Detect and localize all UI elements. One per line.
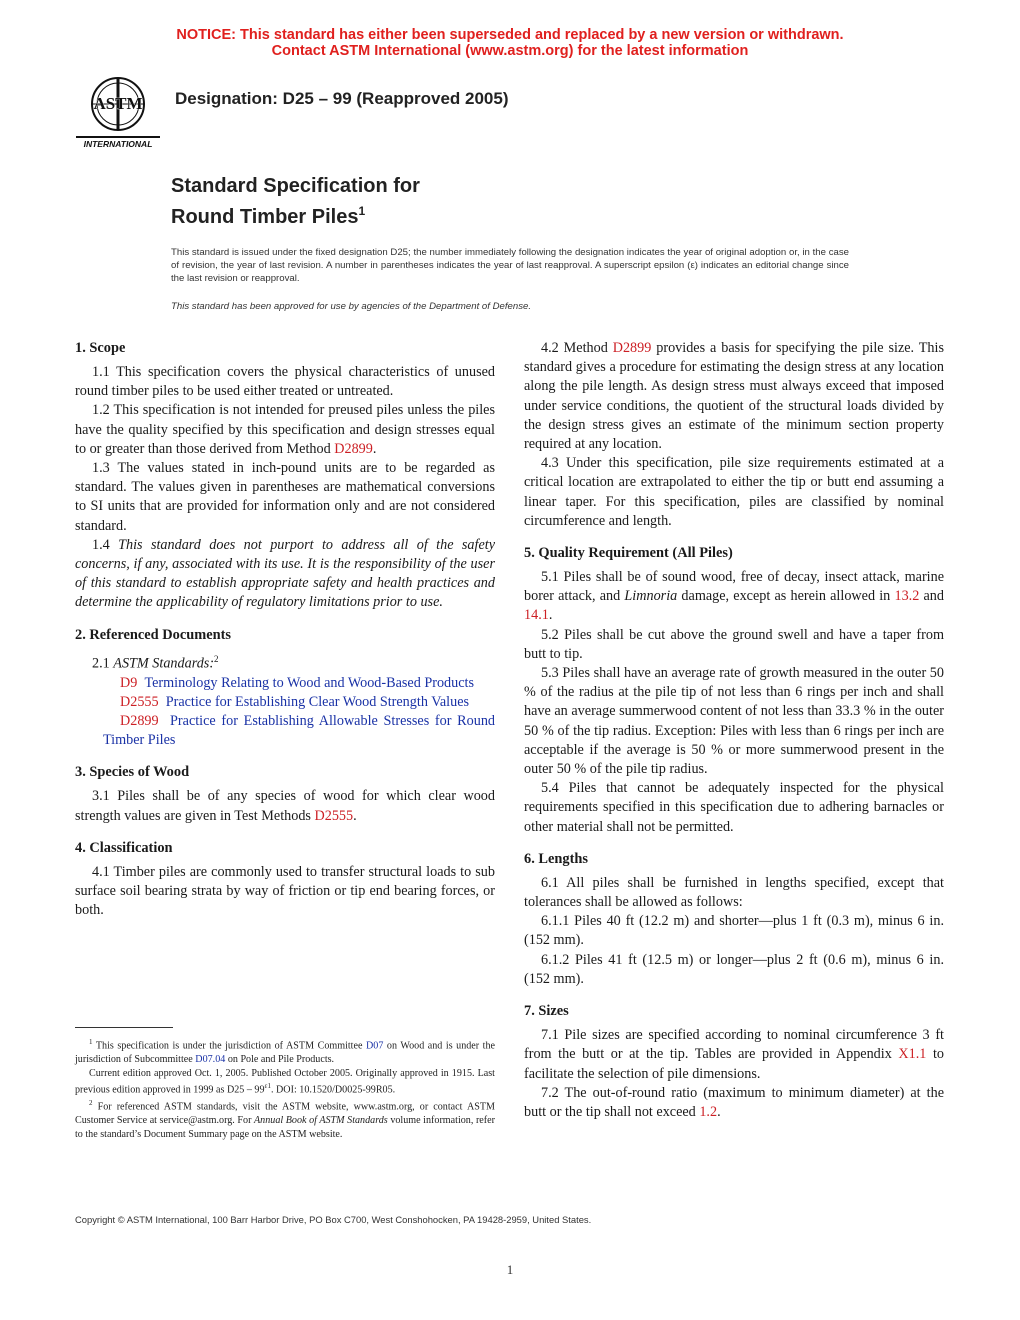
- para-6-1-1: 6.1.1 Piles 40 ft (12.2 m) and shorter—plus 1 ft (0.3 m), minus 6 in. (152 mm).: [524, 913, 944, 949]
- footnote-1-marker: 1: [89, 1038, 93, 1046]
- right-column: [524, 339, 944, 1122]
- footnote-divider: [75, 1027, 173, 1028]
- para-5-1-end: .: [548, 607, 553, 624]
- footnote-2-text-b: volume information, refer to the standard’s Document Summary page on the ASTM website.: [75, 1115, 495, 1140]
- footnote-1-doi: . DOI: 10.1520/D0025-99R05.: [270, 1084, 396, 1096]
- para-5-1-start: 5.1 Piles shall be of sound wood, free of decay, insect attack, marine borer attack, and: [524, 569, 944, 605]
- reference-item-d2899[interactable]: [75, 712, 495, 750]
- para-4-1: 4.1 Timber piles are commonly used to transfer structural loads to sub surface soil bearing strata by way of friction or tip end bearing forces, or both.: [75, 863, 495, 919]
- title-text: Round Timber Piles: [171, 206, 359, 228]
- footnote-1-edition: [75, 1067, 495, 1098]
- link-1-2[interactable]: 1.2: [699, 1103, 718, 1120]
- footnote-1: [75, 1036, 495, 1067]
- para-1-4-number: 1.4: [92, 536, 119, 553]
- reference-code[interactable]: D2899: [120, 712, 159, 729]
- para-3-1-text: 3.1 Piles shall be of any species of wood for which clear wood strength values are given in Test Methods: [75, 788, 495, 824]
- title-footnote-marker: 1: [358, 204, 366, 218]
- para-7-1-end: to facilitate the selection of pile dimensions.: [524, 1046, 944, 1082]
- para-7-2-start: 7.2 The out-of-round ratio (maximum to minimum diameter) at the butt or the tip shall not exceed: [524, 1084, 944, 1120]
- section-heading-quality-requirement: 5. Quality Requirement (All Piles): [524, 545, 733, 562]
- designation: Designation: D25 – 99 (Reapproved 2005): [175, 89, 509, 108]
- para-6-1: 6.1 All piles shall be furnished in lengths specified, except that tolerances shall be allowed as follows:: [524, 874, 944, 911]
- notice-line-1: NOTICE: This standard has either been superseded and replaced by a new version or withdrawn.: [176, 27, 844, 43]
- link-14-1[interactable]: 14.1: [524, 607, 549, 624]
- link-d07-04[interactable]: D07.04: [195, 1053, 226, 1065]
- reference-code[interactable]: D2555: [120, 693, 159, 710]
- para-1-4: [75, 536, 495, 613]
- para-1-2: [75, 401, 495, 459]
- para-3-1: [75, 787, 495, 825]
- footnote-2-text-a: For referenced ASTM standards, visit the ASTM website, www.astm.org, or contact ASTM Customer Service at service@astm.org. For: [75, 1101, 495, 1127]
- logo-text: ASTM: [93, 94, 143, 113]
- para-1-1: 1.1 This specification covers the physical characteristics of unused round timber piles to be used either treated or untreated.: [75, 364, 495, 400]
- para-5-4: 5.4 Piles that cannot be adequately inspected for the physical requirements specified in this specification due to adhering barnacles or other material shall not be permitted.: [524, 780, 944, 835]
- para-2-1-number: 2.1: [92, 655, 114, 672]
- link-13-2[interactable]: 13.2: [894, 588, 920, 605]
- para-2-1-text: ASTM Standards:: [113, 655, 215, 672]
- para-1-3: 1.3 The values stated in inch-pound units are to be regarded as standard. The values given in parentheses are mathematical conversions to SI units that are provided for information only and are not considered standard.: [75, 460, 495, 534]
- link-d2899[interactable]: D2899: [612, 340, 652, 356]
- para-1-4-text: This standard does not purport to address all of the safety concerns, if any, associated with its use. It is the responsibility of the user of this standard to establish appropriate safety and health practices and determine the applicability of regulatory limitations prior to use.: [75, 536, 495, 611]
- title-line-1: Standard Specification for: [171, 175, 420, 197]
- reference-title[interactable]: Practice for Establishing Allowable Stresses for Round Timber Piles: [103, 712, 496, 749]
- section-heading-species-of-wood: 3. Species of Wood: [75, 764, 190, 781]
- para-2-1-footnote-marker: 2: [214, 653, 219, 664]
- para-3-1-end: .: [353, 807, 357, 824]
- para-6-1-2: 6.1.2 Piles 41 ft (12.5 m) or longer—plus 2 ft (0.6 m), minus 6 in. (152 mm).: [524, 951, 944, 987]
- document-title: [171, 174, 420, 230]
- reference-code[interactable]: D9: [120, 674, 138, 691]
- para-7-1: [524, 1026, 944, 1084]
- para-7-1-start: 7.1 Pile sizes are specified according to nominal circumference 3 ft from the butt or at the tip. Tables are provided in Appendix: [524, 1027, 944, 1063]
- footnote-2-marker: 2: [89, 1099, 93, 1108]
- footnotes: [75, 1036, 495, 1141]
- para-4-2-start: 4.2 Method: [541, 340, 613, 356]
- para-1-2-text: 1.2 This specification is not intended for preused piles unless the piles have the quality specified by this specification and design stresses equal to or greater than those derived from Method: [75, 402, 495, 457]
- para-4-3: 4.3 Under this specification, pile size requirements estimated at a critical location are extrapolated to either the tip or butt end assuming a linear taper. For this specification, piles are classified by nominal circumference and length.: [524, 455, 944, 529]
- section-heading-lengths: 6. Lengths: [524, 850, 588, 867]
- astm-logo: [74, 74, 162, 150]
- para-5-1-mid: damage, except as herein allowed in: [677, 588, 895, 605]
- reference-item-d2555[interactable]: [75, 693, 495, 712]
- section-heading-scope: 1. Scope: [75, 340, 126, 356]
- link-x1-1[interactable]: X1.1: [898, 1046, 927, 1063]
- preamble-text: This standard is issued under the fixed designation D25; the number immediately following the designation indicates the year of original adoption or, in the case of revision, the year of last revision. A number in parentheses indicates the year of last reapproval. A superscript epsilon (ε) indicates an editorial change since the last revision or reapproval.: [171, 247, 849, 285]
- title-line-2: [171, 199, 420, 230]
- section-heading-classification: 4. Classification: [75, 839, 173, 856]
- para-5-3: 5.3 Piles shall have an average rate of growth measured in the outer 50 % of the radius at the pile tip of not less than 6 rings per inch and shall have an average summerwood content of not less than 33.3 % in the outer 50 % of the tip radius. Exception: Piles with less than 6 rings per inch are acceptable if the average is 50 % or more summerwood present in the outer 50 % of the pile tip radius.: [524, 665, 944, 778]
- reference-item-d9[interactable]: [75, 674, 495, 693]
- copyright-line: Copyright © ASTM International, 100 Barr Harbor Drive, PO Box C700, West Conshohocken, PA 19428-2959, United States.: [75, 1214, 592, 1225]
- reference-title[interactable]: Terminology Relating to Wood and Wood-Based Products: [144, 674, 475, 691]
- para-4-2: [524, 339, 944, 454]
- footnote-1-edition-text: Current edition approved Oct. 1, 2005. Published October 2005. Originally approved in 1915. Last previous edition approved in 1999 as D25 – 99: [75, 1067, 495, 1096]
- footnote-1-text-b: on Wood and is under the jurisdiction of Subcommittee: [75, 1040, 496, 1065]
- link-d2899[interactable]: D2899: [334, 440, 373, 457]
- para-1-2-end: .: [372, 440, 377, 457]
- para-7-2-end: .: [717, 1103, 721, 1120]
- para-7-2: [524, 1084, 944, 1122]
- section-heading-referenced-documents: 2. Referenced Documents: [75, 626, 231, 643]
- page-number: 1: [506, 1262, 514, 1277]
- para-4-2-text: provides a basis for specifying the pile size. This standard gives a procedure for estimating the design stress at any location along the pile length. As design stress must always exceed that imposed under service conditions, the quotient of the structural loads divided by the design stress gives an estimate of the minimum section property required at any location.: [524, 340, 944, 453]
- section-heading-sizes: 7. Sizes: [524, 1003, 569, 1020]
- dod-approval-note: This standard has been approved for use by agencies of the Department of Defense.: [171, 301, 531, 312]
- notice-banner: [0, 27, 1020, 59]
- footnote-2-italic: Annual Book of ASTM Standards: [254, 1115, 388, 1127]
- reference-title[interactable]: Practice for Establishing Clear Wood Strength Values: [165, 693, 470, 710]
- epsilon-marker: ε1: [264, 1082, 271, 1091]
- para-5-1-and: and: [919, 588, 944, 605]
- para-5-1-italic: Limnoria: [624, 588, 678, 605]
- logo-subtext: INTERNATIONAL: [83, 139, 153, 149]
- notice-line-2: Contact ASTM International (www.astm.org) for the latest information: [271, 43, 749, 59]
- footnote-1-text-a: This specification is under the jurisdiction of ASTM Committee: [92, 1040, 366, 1052]
- footnote-1-text-c: on Pole and Pile Products.: [225, 1053, 335, 1065]
- left-column: [75, 339, 495, 920]
- link-d2555[interactable]: D2555: [314, 807, 354, 824]
- link-d07[interactable]: D07: [366, 1040, 384, 1052]
- para-2-1: [75, 650, 495, 674]
- para-5-2: 5.2 Piles shall be cut above the ground swell and have a taper from butt to tip.: [524, 626, 944, 662]
- footnote-2: [75, 1097, 495, 1141]
- para-5-1: [524, 568, 944, 626]
